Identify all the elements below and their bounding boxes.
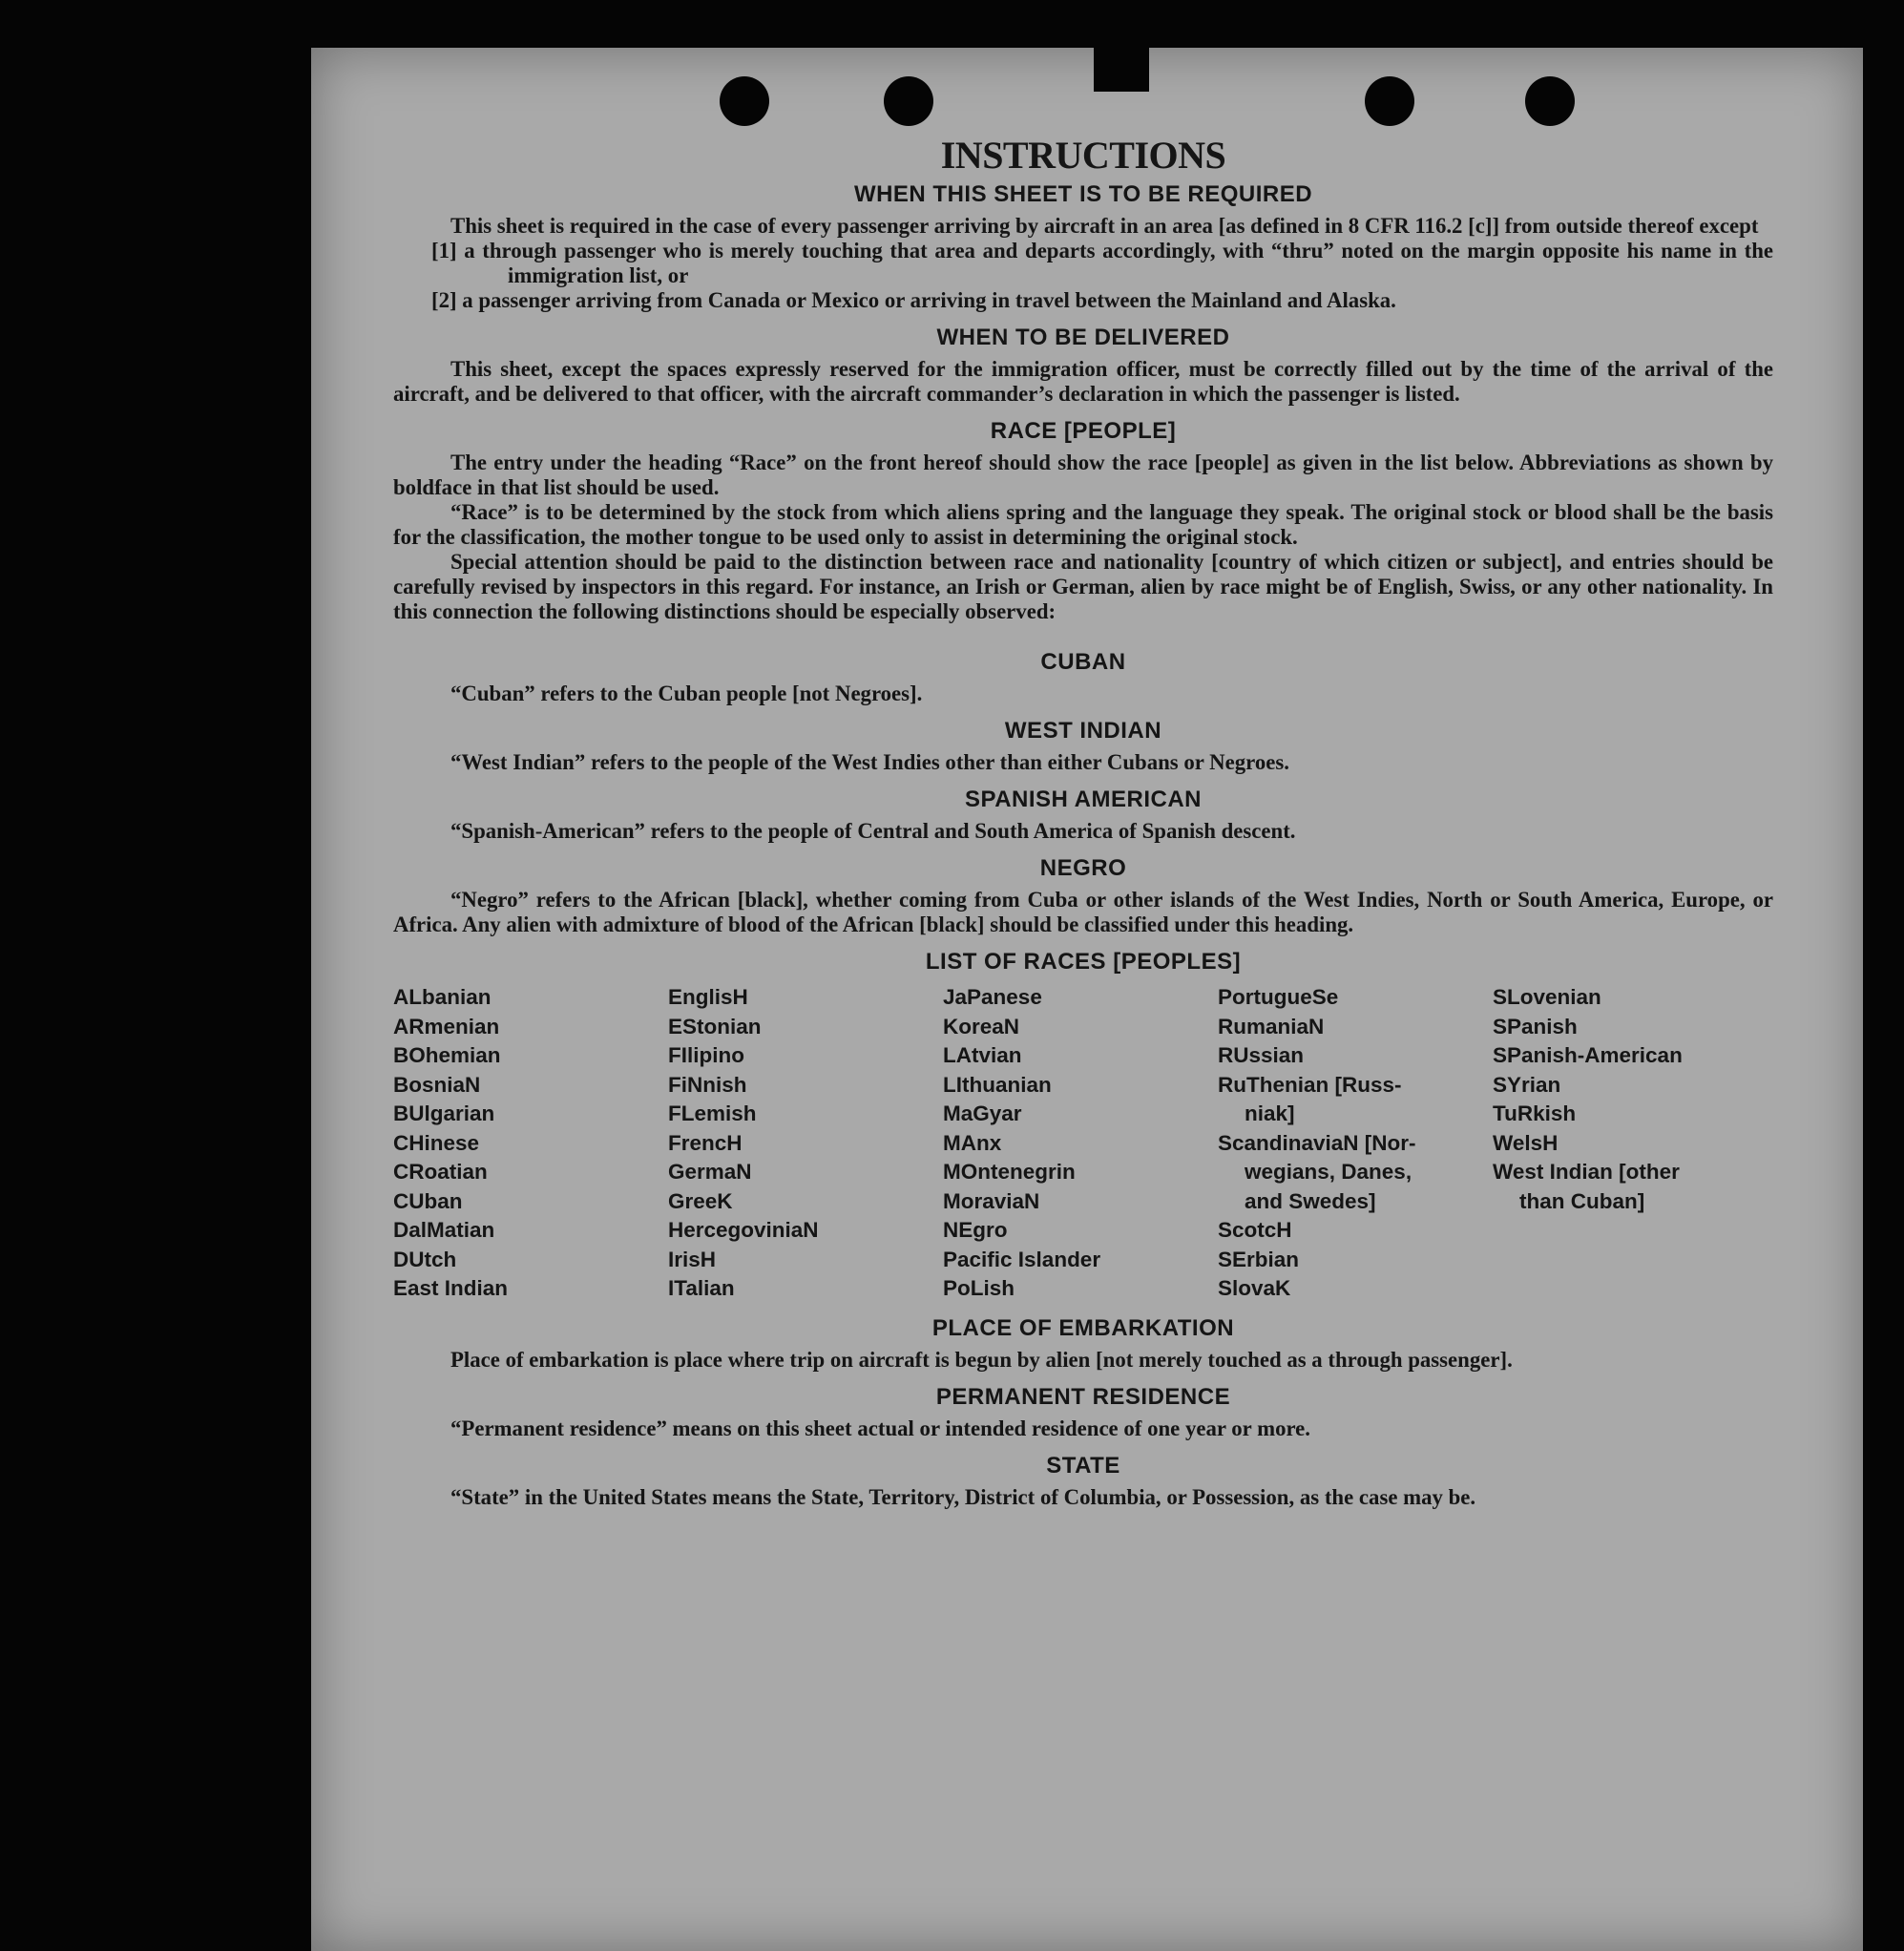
race-item: EnglisH — [668, 985, 748, 1009]
heading-state: STATE — [1046, 1452, 1120, 1479]
when-required-item-2: [2] a passenger arriving from Canada or Mexico or arriving in travel between the Mainland and Alaska. — [431, 288, 1396, 312]
race-item-continuation: wegians, Danes, — [1245, 1160, 1412, 1184]
permanent-residence-text: “Permanent residence” means on this sheet actual or intended residence of one year or more. — [450, 1416, 1310, 1440]
race-item: DUtch — [393, 1247, 457, 1271]
heading-embarkation: PLACE OF EMBARKATION — [931, 1314, 1235, 1341]
race-column-3 — [943, 983, 1218, 1304]
heading-negro: NEGRO — [1039, 855, 1127, 881]
race-item: JaPanese — [943, 985, 1042, 1009]
punch-hole-4 — [1525, 76, 1575, 126]
race-item: NEgro — [943, 1218, 1008, 1242]
west-indian-text: “West Indian” refers to the people of the West Indies other than either Cubans or Negroes. — [450, 750, 1289, 774]
punch-hole-1 — [720, 76, 769, 126]
race-item: ScotcH — [1218, 1218, 1292, 1242]
race-item-continuation: than Cuban] — [1519, 1188, 1645, 1213]
race-item: ALbanian — [393, 985, 492, 1009]
punch-hole-3 — [1365, 76, 1414, 126]
race-item: SPanish — [1493, 1014, 1578, 1038]
race-item: GreeK — [668, 1188, 733, 1213]
race-item: FIlipino — [668, 1043, 744, 1067]
race-item: IrisH — [668, 1247, 717, 1271]
race-item: SlovaK — [1218, 1276, 1291, 1300]
race-item: BosniaN — [393, 1072, 481, 1097]
punch-hole-2 — [884, 76, 933, 126]
race-item: MAnx — [943, 1130, 1002, 1155]
race-item: RuThenian [Russ- — [1218, 1072, 1402, 1097]
cuban-text: “Cuban” refers to the Cuban people [not Negroes]. — [450, 682, 923, 705]
race-item: CUban — [393, 1188, 463, 1213]
race-item: TuRkish — [1493, 1101, 1577, 1125]
race-item: LIthuanian — [943, 1072, 1052, 1097]
race-item: DalMatian — [393, 1218, 495, 1242]
race-item: RUssian — [1218, 1043, 1305, 1067]
race-item: FrencH — [668, 1130, 743, 1155]
race-item-continuation: and Swedes] — [1245, 1188, 1376, 1213]
race-item: BUlgarian — [393, 1101, 495, 1125]
embarkation-text: Place of embarkation is place where trip on aircraft is begun by alien [not merely touched as a through passenger]. — [450, 1347, 1513, 1372]
when-required-item-1: [1] a through passenger who is merely touching that area and departs accordingly, with “thru” noted on the margin opposite his name in the immigration list, or — [431, 239, 1773, 287]
state-text: “State” in the United States means the State, Territory, District of Columbia, or Possession, as the case may be. — [450, 1484, 1476, 1509]
heading-when-delivered: WHEN TO BE DELIVERED — [936, 325, 1230, 350]
race-item: MoraviaN — [943, 1188, 1040, 1213]
heading-west-indian: WEST INDIAN — [1004, 718, 1162, 744]
race-item: WelsH — [1493, 1130, 1559, 1155]
when-delivered-text: This sheet, except the spaces expressly reserved for the immigration officer, must be correctly filled out by the time of the arrival of the aircraft, and be delivered to that officer, with the aircraft commander’s declaration in which the passenger is listed. — [393, 357, 1773, 406]
race-item: ARmenian — [393, 1014, 500, 1038]
race-item: FLemish — [668, 1101, 757, 1125]
race-item: SLovenian — [1493, 985, 1601, 1009]
race-item: BOhemian — [393, 1043, 501, 1067]
race-item: ScandinaviaN [Nor- — [1218, 1130, 1416, 1155]
heading-when-required: WHEN THIS SHEET IS TO BE REQUIRED — [853, 181, 1313, 207]
race-item: RumaniaN — [1218, 1014, 1325, 1038]
staple-notch — [1094, 48, 1149, 92]
race-item: FiNnish — [668, 1072, 747, 1097]
race-column-2 — [668, 983, 943, 1304]
race-item: West Indian [other — [1493, 1160, 1680, 1184]
heading-permanent-residence: PERMANENT RESIDENCE — [935, 1383, 1231, 1410]
negro-text: “Negro” refers to the African [black], whether coming from Cuba or other islands of the West Indies, North or South America, Europe, or Africa. Any alien with admixture of blood of the African [black] should be classified under this heading. — [393, 888, 1773, 936]
document-sheet — [311, 48, 1863, 1951]
race-item: MOntenegrin — [943, 1160, 1076, 1184]
race-item: PortugueSe — [1218, 985, 1339, 1009]
race-list — [393, 983, 1773, 1304]
race-item: KoreaN — [943, 1014, 1020, 1038]
race-item-continuation: niak] — [1245, 1101, 1295, 1125]
race-item: EStonian — [668, 1014, 762, 1038]
race-item: ITalian — [668, 1276, 735, 1300]
race-paragraph-1: The entry under the heading “Race” on the front hereof should show the race [people] as given in the list below. Abbreviations as shown by boldface in that list should be used. — [393, 451, 1773, 499]
race-item: CHinese — [393, 1130, 480, 1155]
race-item: LAtvian — [943, 1043, 1022, 1067]
race-item: GermaN — [668, 1160, 752, 1184]
when-required-intro: This sheet is required in the case of every passenger arriving by aircraft in an area [as defined in 8 CFR 116.2 [c]] from outside thereof except — [450, 214, 1759, 238]
race-column-5 — [1493, 983, 1769, 1304]
race-item: Pacific Islander — [943, 1247, 1101, 1271]
race-item: SYrian — [1493, 1072, 1561, 1097]
race-item: SErbian — [1218, 1247, 1300, 1271]
heading-cuban: CUBAN — [1040, 649, 1126, 675]
heading-list-of-races: LIST OF RACES [PEOPLES] — [925, 949, 1242, 975]
race-item: HercegoviniaN — [668, 1218, 819, 1242]
race-paragraph-3: Special attention should be paid to the distinction between race and nationality [country of which citizen or subject], and entries should be carefully revised by inspectors in this regard. For instance, an Irish or German, alien by race might be of English, Swiss, or any other nationality. In this connection the following distinctions should be especially observed: — [393, 550, 1773, 623]
race-column-4 — [1218, 983, 1493, 1304]
race-paragraph-2: “Race” is to be determined by the stock from which aliens spring and the language they speak. The original stock or blood shall be the basis for the classification, the mother tongue to be used only to assist in determining the original stock. — [393, 500, 1773, 549]
race-item: CRoatian — [393, 1160, 488, 1184]
heading-spanish-american: SPANISH AMERICAN — [964, 787, 1202, 812]
race-item: PoLish — [943, 1276, 1015, 1300]
spanish-american-text: “Spanish-American” refers to the people of Central and South America of Spanish descent. — [450, 819, 1296, 843]
race-item: East Indian — [393, 1276, 509, 1300]
page-title: INSTRUCTIONS — [940, 134, 1226, 177]
race-item: SPanish-American — [1493, 1043, 1683, 1067]
race-column-1 — [393, 983, 668, 1304]
race-item: MaGyar — [943, 1101, 1022, 1125]
instructions-content — [393, 134, 1773, 1510]
heading-race: RACE [PEOPLE] — [990, 418, 1177, 444]
